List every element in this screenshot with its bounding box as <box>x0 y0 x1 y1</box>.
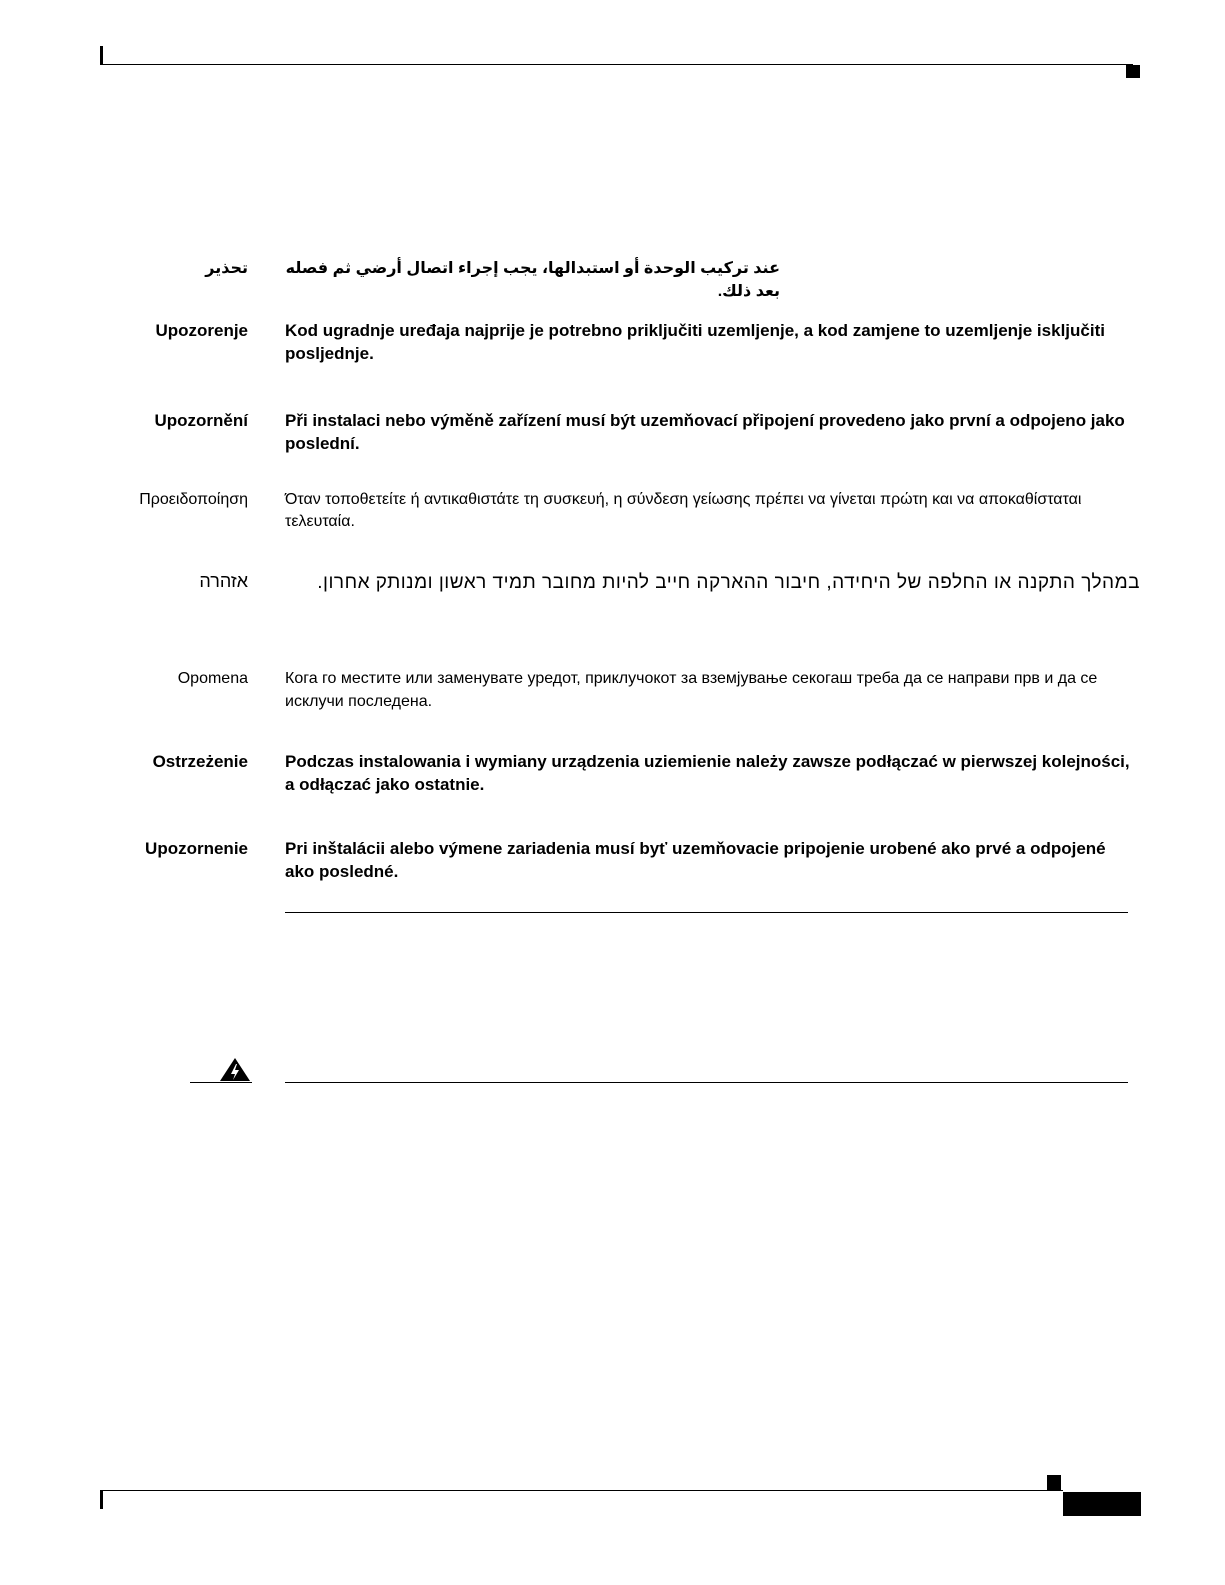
footer-margin-tick <box>100 1490 103 1509</box>
warning-label-hebrew: אזהרה <box>199 571 248 591</box>
warning-heading-rule <box>285 1082 1128 1083</box>
header-corner-mark <box>1126 65 1140 78</box>
warning-text-hebrew: במהלך התקנה או החלפה של היחידה, חיבור ההארקה חייב להיות מחובר תמיד ראשון ומנותק אחרון. <box>317 572 1140 593</box>
warning-label-czech: Upozornění <box>154 411 248 430</box>
warning-text-croatian: Kod ugradnje uređaja najprije je potrebno priključiti uzemljenje, a kod zamjene to uzemljenje isključiti posljednje. <box>285 321 1105 363</box>
warning-text-czech: Při instalaci nebo výměně zařízení musí být uzemňovací připojení provedeno jako první a odpojeno jako poslední. <box>285 411 1125 453</box>
warning-label-macedonian: Opomena <box>177 670 248 687</box>
warning-triangle-icon <box>219 1057 251 1083</box>
warning-icon-rule <box>190 1082 252 1083</box>
warning-label-arabic: تحذير <box>205 260 248 277</box>
warning-text-greek: Όταν τοποθετείτε ή αντικαθιστάτε τη συσκευή, η σύνδεση γείωσης πρέπει να γίνεται πρώτη και να αποκαθίσταται τελευταία. <box>285 491 1082 530</box>
warning-text-polish: Podczas instalowania i wymiany urządzenia uziemienie należy zawsze podłączać w pierwszej kolejności, a odłączać jako ostatnie. <box>285 752 1130 794</box>
warning-label-greek: Προειδοποίηση <box>139 491 248 508</box>
page-number-tab <box>1063 1492 1141 1516</box>
warning-text-slovak: Pri inštalácii alebo výmene zariadenia musí byť uzemňovacie pripojenie urobené ako prvé a odpojené ako posledné. <box>285 839 1106 881</box>
footer-rule <box>100 1490 1063 1491</box>
warning-text-arabic: عند تركيب الوحدة أو استبدالها، يجب إجراء اتصال أرضي ثم فصله بعد ذلك. <box>285 260 780 300</box>
warning-label-croatian: Upozorenje <box>155 321 248 340</box>
header-margin-tick <box>100 46 103 65</box>
section-divider <box>285 912 1128 913</box>
warning-text-macedonian: Кога го местите или заменувате уредот, приклучокот за вземјување секогаш треба да се направи прв и да се исклучи последена. <box>285 670 1098 710</box>
warning-label-polish: Ostrzeżenie <box>152 752 248 771</box>
footer-corner-mark <box>1047 1475 1061 1490</box>
header-rule <box>100 64 1133 65</box>
warning-label-slovak: Upozornenie <box>145 839 248 858</box>
